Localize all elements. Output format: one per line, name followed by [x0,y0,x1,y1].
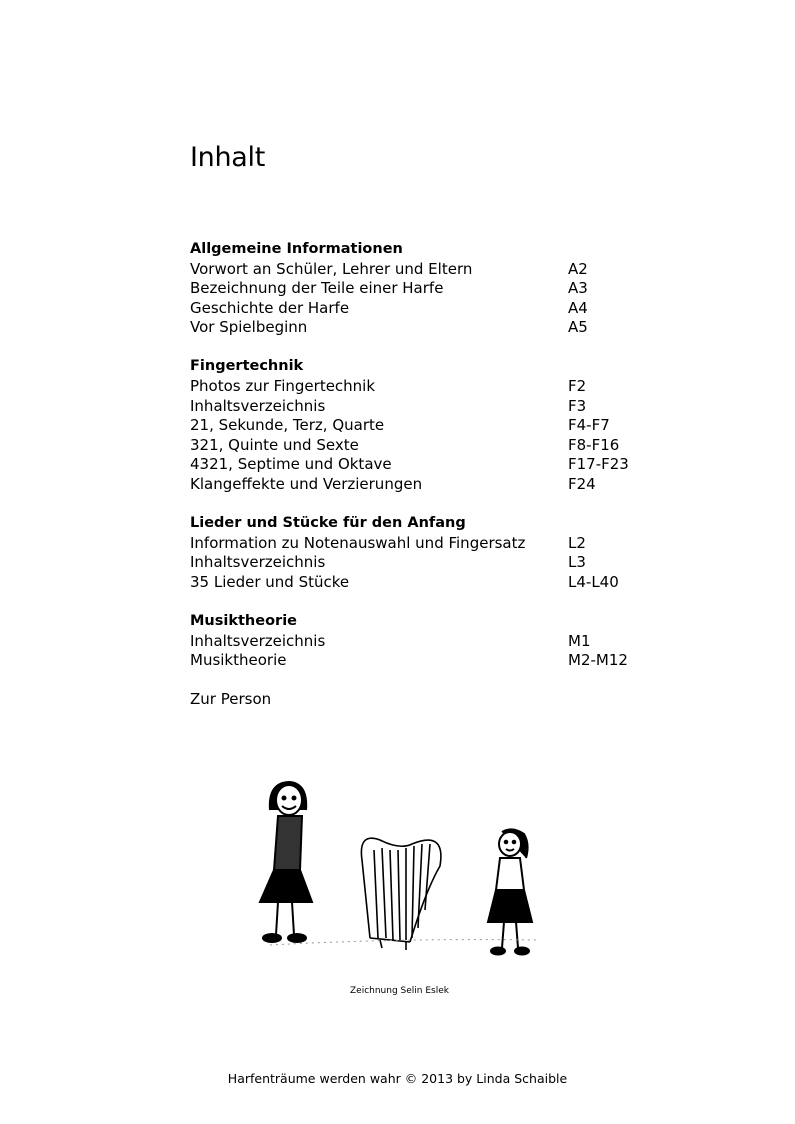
page-footer: Harfenträume werden wahr © 2013 by Linda Schaible [227,1071,568,1086]
harp-drawing-illustration [250,770,550,970]
toc-entry [190,632,650,652]
table-of-contents [190,240,650,710]
section-heading: Musiktheorie [190,613,298,629]
toc-entry-page: A2 [568,259,588,278]
toc-entry [190,279,650,299]
toc-entry-page: M1 [568,631,591,650]
page-title: Inhalt [190,142,266,173]
toc-entry-person: Zur Person [190,690,272,709]
toc-entry-label: Information zu Notenauswahl und Fingersatz [190,533,526,552]
toc-entry-page: F8-F16 [568,435,620,454]
section-heading: Allgemeine Informationen [190,241,403,257]
toc-entry-label: 21, Sekunde, Terz, Quarte [190,416,385,435]
left-girl-figure [260,782,312,942]
toc-entry-label: 321, Quinte und Sexte [190,435,359,454]
toc-entry-label: Vorwort an Schüler, Lehrer und Eltern [190,259,473,278]
toc-entry-page: A5 [568,318,588,337]
drawing-caption [0,986,795,996]
toc-entry [190,651,650,671]
toc-entry-label: Musiktheorie [190,651,287,670]
toc-entry [190,260,650,280]
toc-entry [190,573,650,593]
toc-entry-page: A3 [568,279,588,298]
section-heading: Fingertechnik [190,358,304,375]
toc-section-general [190,240,650,338]
harp-figure [361,838,441,950]
toc-entry-label: 4321, Septime und Oktave [190,455,392,474]
toc-entry [190,416,650,436]
toc-entry [190,436,650,456]
toc-entry-page: L4-L40 [568,572,619,591]
toc-entry-page: F4-F7 [568,416,610,435]
toc-entry-label: Bezeichnung der Teile einer Harfe [190,279,444,298]
toc-entry-label: Klangeffekte und Verzierungen [190,475,423,494]
toc-entry-label: Geschichte der Harfe [190,298,350,317]
toc-entry-label: Inhaltsverzeichnis [190,396,326,415]
right-girl-figure [488,829,532,954]
toc-section-lieder [190,514,650,592]
toc-entry [190,318,650,338]
toc-entry-page: A4 [568,298,588,317]
toc-entry-label: Inhaltsverzeichnis [190,553,326,572]
caption-text: Zeichnung Selin Eslek [350,986,449,996]
toc-entry [190,455,650,475]
toc-entry-page: L2 [568,533,586,552]
toc-entry [190,553,650,573]
section-heading: Lieder und Stücke für den Anfang [190,515,466,532]
toc-entry [190,534,650,554]
toc-entry [190,475,650,495]
toc-entry [190,299,650,319]
toc-entry-label: 35 Lieder und Stücke [190,572,350,591]
toc-entry-page: F17-F23 [568,455,629,474]
toc-entry-label: Inhaltsverzeichnis [190,631,326,650]
toc-entry-page: M2-M12 [568,651,628,670]
toc-entry-page: L3 [568,553,586,572]
toc-entry-page: F2 [568,377,587,396]
toc-entry [190,397,650,417]
toc-entry [190,377,650,397]
toc-section-musiktheorie [190,612,650,671]
toc-entry-label: Photos zur Fingertechnik [190,377,376,396]
toc-section-fingertechnik [190,357,650,494]
toc-entry-label: Vor Spielbeginn [190,318,308,337]
toc-entry-page: F3 [568,396,587,415]
toc-entry-page: F24 [568,475,596,494]
